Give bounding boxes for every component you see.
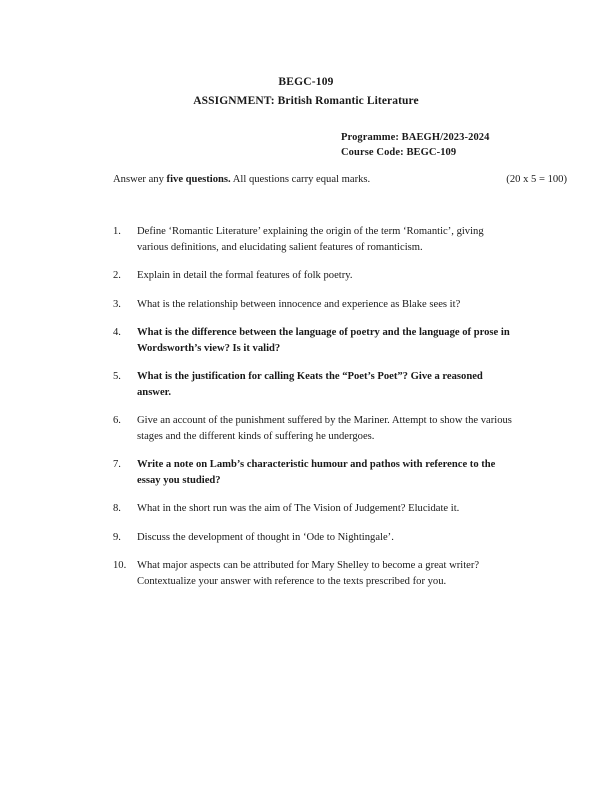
question-text: What is the justification for calling Keats the “Poet’s Poet”? Give a reasoned answer.: [137, 371, 483, 398]
question-number: 10.: [113, 560, 127, 571]
question-item: [113, 413, 517, 444]
instruction-prefix: Answer any: [113, 174, 167, 185]
question-number: 4.: [113, 327, 121, 338]
question-item: [113, 558, 517, 589]
question-item: [113, 530, 517, 546]
question-text: What in the short run was the aim of The Vision of Judgement? Elucidate it.: [137, 503, 460, 514]
question-text: Write a note on Lamb’s characteristic humour and pathos with reference to the essay you studied?: [137, 459, 496, 486]
question-number: 6.: [113, 415, 121, 426]
question-text: Give an account of the punishment suffered by the Mariner. Attempt to show the various stages and the different kinds of suffering he undergoes.: [137, 415, 512, 442]
question-item: [113, 457, 517, 488]
programme-meta-block: [341, 130, 490, 160]
questions-list: [113, 224, 517, 602]
question-number: 2.: [113, 270, 121, 281]
question-number: 5.: [113, 371, 121, 382]
instruction-emphasis: five questions.: [166, 174, 231, 185]
question-item: [113, 224, 517, 255]
question-number: 7.: [113, 459, 121, 470]
question-number: 9.: [113, 531, 121, 543]
marks-notation: (20 x 5 = 100): [506, 174, 567, 185]
document-header: [0, 74, 612, 110]
question-item: [113, 297, 517, 313]
course-code-line: Course Code: BEGC-109: [341, 147, 457, 158]
question-item: [113, 369, 517, 400]
question-text: What major aspects can be attributed for Mary Shelley to become a great writer? Contextualize your answer with reference to the texts prescribed for you.: [137, 560, 480, 587]
question-item: [113, 501, 517, 517]
question-number: 1.: [113, 226, 121, 237]
question-text: What is the relationship between innocence and experience as Blake sees it?: [137, 298, 461, 310]
question-text: What is the difference between the language of poetry and the language of prose in Wordsworth’s view? Is it valid?: [137, 327, 510, 354]
question-item: [113, 268, 517, 284]
assignment-title: ASSIGNMENT: British Romantic Literature: [193, 95, 419, 107]
course-code-heading: BEGC-109: [278, 76, 334, 88]
question-item: [113, 325, 517, 356]
question-number: 3.: [113, 298, 121, 310]
question-text: Define ‘Romantic Literature’ explaining the origin of the term ‘Romantic’, giving various definitions, and elucidating salient features of romanticism.: [137, 226, 484, 253]
programme-line: Programme: BAEGH/2023-2024: [341, 132, 490, 143]
question-number: 8.: [113, 503, 121, 514]
instruction-row: [113, 172, 567, 187]
question-text: Discuss the development of thought in ‘Ode to Nightingale’.: [137, 531, 394, 543]
instruction-text: [113, 174, 370, 185]
question-text: Explain in detail the formal features of folk poetry.: [137, 270, 353, 281]
instruction-suffix: All questions carry equal marks.: [230, 174, 371, 185]
